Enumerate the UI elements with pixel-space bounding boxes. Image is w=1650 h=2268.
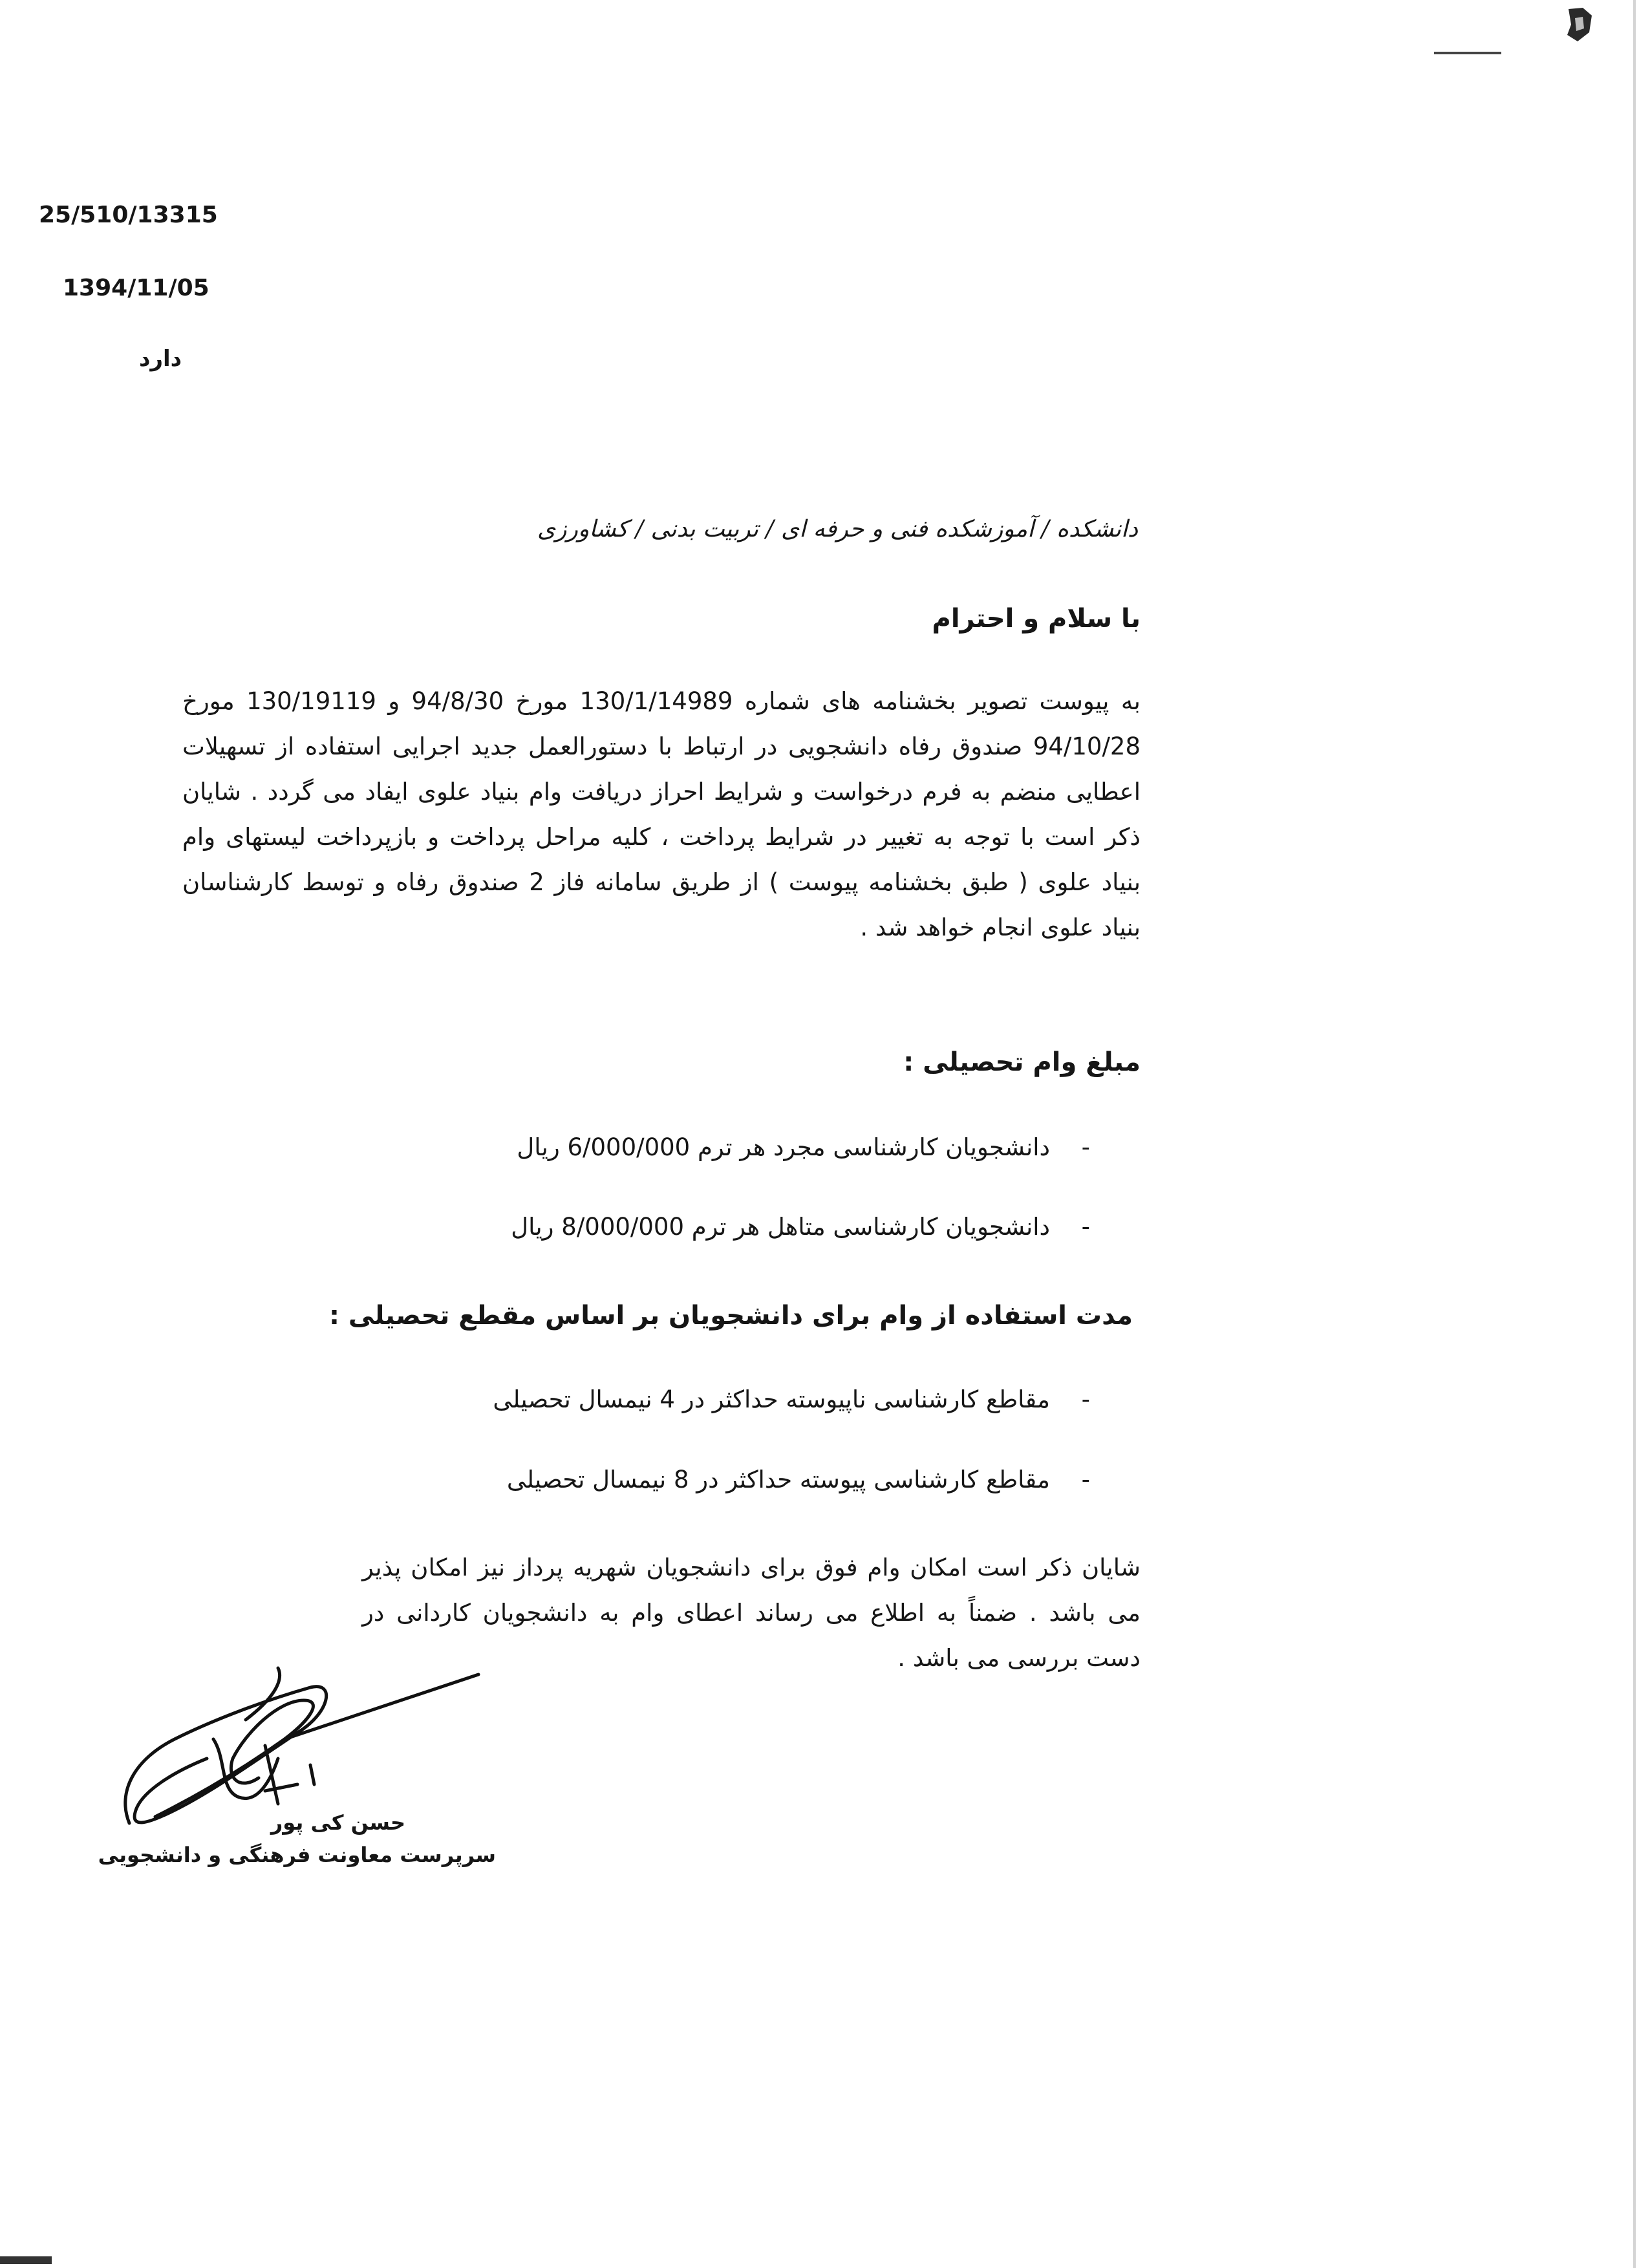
scan-edge-line xyxy=(1633,0,1636,2268)
corner-mark-icon xyxy=(1563,6,1596,43)
letter-date: 1394/11/05 xyxy=(63,275,209,301)
list-dash: - xyxy=(1081,1385,1090,1413)
body-paragraph: به پیوست تصویر بخشنامه های شماره 130/1/14989 مورخ 94/8/30 و 130/19119 مورخ 94/10/28 صندوق رفاه دانشجویی در ارتباط با دستورالعمل جدید اجرایی استفاده از تسهیلات اعطایی منضم به فرم درخواست و شرایط احراز دریافت وام بنیاد علوی ایفاد می گردد . شایان ذکر است با توجه به تغییر در شرایط پرداخت ، کلیه مراحل پرداخت و بازپرداخت لیستهای وام بنیاد علوی ( طبق بخشنامه پیوست ) از طریق سامانه فاز 2 صندوق رفاه و توسط کارشناسان بنیاد علوی انجام خواهد شد . xyxy=(182,687,1141,941)
header-rule xyxy=(1434,52,1501,54)
list-item-text: مقاطع کارشناسی ناپیوسته حداکثر در 4 نیمسال تحصیلی xyxy=(493,1385,1050,1413)
list-dash: - xyxy=(1081,1213,1090,1241)
recipient-line: دانشکده / آموزشکده فنی و حرفه ای / تربیت بدنی / کشاورزی xyxy=(537,516,1138,542)
list-item-duration-continuous xyxy=(507,1466,1090,1493)
loan-duration-heading: مدت استفاده از وام برای دانشجویان بر اساس مقطع تحصیلی : xyxy=(329,1301,1133,1331)
attachment-label: دارد xyxy=(139,346,182,372)
signatory-name: حسن کی پور xyxy=(270,1810,405,1835)
greeting: با سلام و احترام xyxy=(932,604,1141,634)
footer-strip xyxy=(0,2256,52,2264)
list-item-duration-discontinuous xyxy=(493,1385,1090,1413)
list-item-text: دانشجویان کارشناسی مجرد هر ترم 6/000/000 ریال xyxy=(517,1133,1050,1161)
signatory-title: سرپرست معاونت فرهنگی و دانشجویی xyxy=(98,1843,496,1867)
list-item-loan-single xyxy=(517,1133,1090,1161)
closing-paragraph: شایان ذکر است امکان وام فوق برای دانشجویان شهریه پرداز نیز امکان پذیر می باشد . ضمناً به اطلاع می رساند اعطای وام به دانشجویان کاردانی در دست بررسی می باشد . xyxy=(362,1554,1141,1672)
list-item-text: دانشجویان کارشناسی متاهل هر ترم 8/000/000 ریال xyxy=(511,1213,1050,1241)
letter-number: 25/510/13315 xyxy=(39,202,218,228)
loan-amount-heading: مبلغ وام تحصیلی : xyxy=(903,1047,1141,1077)
list-dash: - xyxy=(1081,1133,1090,1161)
list-dash: - xyxy=(1081,1466,1090,1493)
list-item-text: مقاطع کارشناسی پیوسته حداکثر در 8 نیمسال تحصیلی xyxy=(506,1466,1050,1493)
list-item-loan-married xyxy=(511,1213,1090,1241)
